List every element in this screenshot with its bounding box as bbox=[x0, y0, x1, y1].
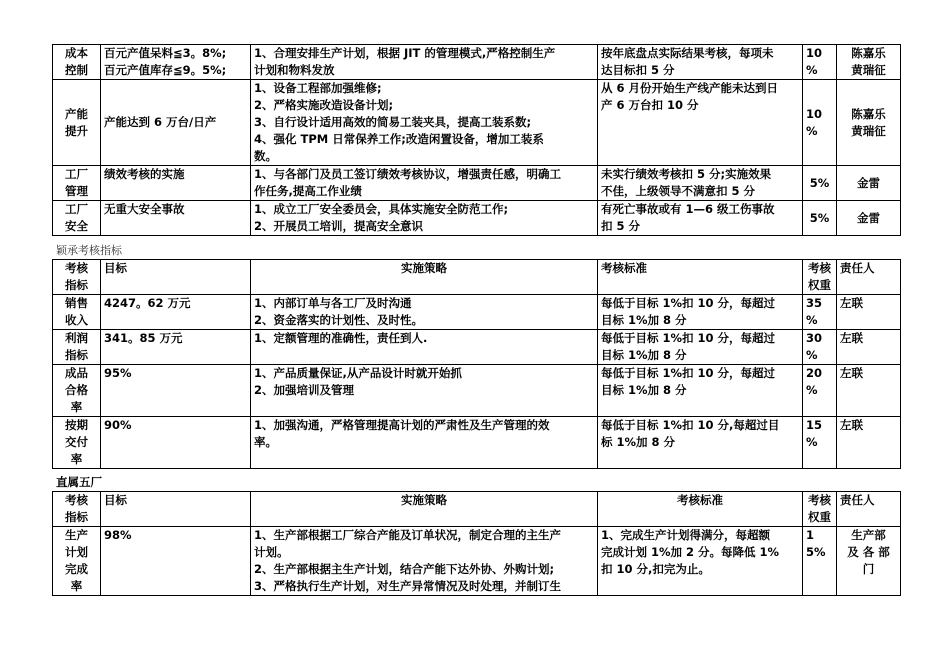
indicator-text: 完成 bbox=[65, 562, 88, 576]
owner-text: 金雷 bbox=[857, 210, 880, 225]
weight-text: % bbox=[806, 435, 818, 449]
owner-text: 黄瑞征 bbox=[851, 63, 886, 77]
row0-weight-cell bbox=[803, 295, 837, 330]
indicator-text: 提升 bbox=[65, 123, 88, 138]
owner-text: 及 各 部 bbox=[847, 545, 890, 559]
strategy-text: 率。 bbox=[254, 435, 277, 449]
owner-text: 左联 bbox=[840, 331, 863, 345]
owner-text: 陈嘉乐 bbox=[851, 46, 886, 60]
indicator-text: 率 bbox=[70, 579, 83, 593]
caption-yingcheng: 颖承考核指标 bbox=[56, 244, 122, 257]
header-weight-cell bbox=[803, 492, 837, 527]
standard-text: 目标 1%加 8 分 bbox=[601, 313, 687, 327]
table-row bbox=[53, 295, 901, 330]
row0-owner-cell bbox=[837, 527, 901, 596]
strategy-text: 数。 bbox=[254, 149, 277, 163]
table-row bbox=[53, 330, 901, 365]
indicator-text: 管理 bbox=[65, 184, 88, 198]
row1-target-cell bbox=[101, 330, 251, 365]
row2-target-cell bbox=[101, 365, 251, 417]
row1-target-cell bbox=[101, 80, 251, 166]
table2-body bbox=[53, 260, 901, 469]
strategy-text: 1、设备工程部加强维修; bbox=[254, 81, 382, 95]
standard-text: 从 6 月份开始生产线产能未达到日 bbox=[601, 81, 779, 95]
header-strategy-cell bbox=[251, 492, 598, 527]
row0-indicator-cell bbox=[53, 45, 101, 80]
strategy-text: 2、生产部根据主生产计划，结合产能下达外协、外购计划; bbox=[254, 562, 555, 576]
indicator-text: 工厂 bbox=[65, 202, 88, 216]
row1-strategy-cell bbox=[251, 80, 598, 166]
row3-standard-cell bbox=[598, 201, 803, 236]
header-row bbox=[53, 492, 901, 527]
target-text: 绩效考核的实施 bbox=[104, 167, 185, 181]
weight-text: % bbox=[806, 123, 818, 138]
row1-indicator-cell bbox=[53, 80, 101, 166]
row0-indicator-cell bbox=[53, 295, 101, 330]
header-indicator-cell bbox=[53, 492, 101, 527]
table-yingcheng bbox=[52, 259, 901, 469]
strategy-text: 1、成立工厂安全委员会，具体实施安全防范工作; bbox=[254, 202, 509, 216]
weight-text: 5% bbox=[809, 210, 830, 225]
row3-weight-cell bbox=[803, 201, 837, 236]
weight-text: 35 bbox=[806, 296, 823, 310]
row0-standard-cell bbox=[598, 45, 803, 80]
weight-text: 10 bbox=[806, 106, 823, 121]
row0-target-cell bbox=[101, 45, 251, 80]
row3-target-cell bbox=[101, 417, 251, 469]
header-target-cell bbox=[101, 260, 251, 295]
owner-text: 黄瑞征 bbox=[851, 123, 886, 138]
row3-owner-cell bbox=[837, 201, 901, 236]
owner-text: 陈嘉乐 bbox=[851, 106, 886, 121]
caption-factory-five: 直属五厂 bbox=[56, 475, 102, 489]
row2-owner-cell bbox=[837, 365, 901, 417]
indicator-text: 工厂 bbox=[65, 167, 88, 181]
weight-text: 30 bbox=[806, 331, 823, 345]
target-text: 目标 bbox=[104, 261, 127, 275]
weight-text: 1 bbox=[806, 528, 815, 542]
strategy-text: 1、加强沟通，严格管理提高计划的严肃性及生产管理的效 bbox=[254, 418, 550, 432]
standard-text: 不佳，上级领导不满意扣 5 分 bbox=[601, 184, 756, 198]
header-standard-cell bbox=[598, 492, 803, 527]
row0-strategy-cell bbox=[251, 295, 598, 330]
header-strategy-cell bbox=[251, 260, 598, 295]
table-row bbox=[53, 166, 901, 201]
standard-text: 标 1%加 8 分 bbox=[601, 435, 676, 449]
standard-text: 有死亡事故或有 1—6 级工伤事故 bbox=[601, 202, 775, 216]
row1-standard-cell bbox=[598, 330, 803, 365]
strategy-text: 2、加强培训及管理 bbox=[254, 383, 355, 397]
standard-text: 目标 1%加 8 分 bbox=[601, 383, 687, 397]
row1-strategy-cell bbox=[251, 330, 598, 365]
owner-text: 责任人 bbox=[840, 493, 875, 507]
table3-body bbox=[53, 492, 901, 596]
row0-weight-cell bbox=[803, 527, 837, 596]
strategy-text: 1、产品质量保证,从产品设计时就开始抓 bbox=[254, 366, 462, 380]
target-text: 产能达到 6 万台/日产 bbox=[104, 115, 217, 129]
indicator-text: 利润 bbox=[65, 331, 88, 345]
row2-standard-cell bbox=[598, 365, 803, 417]
indicator-text: 指标 bbox=[65, 510, 88, 524]
standard-text: 扣 5 分 bbox=[601, 219, 641, 233]
row2-strategy-cell bbox=[251, 166, 598, 201]
header-standard-cell bbox=[598, 260, 803, 295]
standard-text: 按年底盘点实际结果考核，每项未 bbox=[601, 46, 774, 60]
table-row bbox=[53, 45, 901, 80]
weight-text: 20 bbox=[806, 366, 823, 380]
strategy-text: 2、严格实施改造设备计划; bbox=[254, 98, 394, 112]
table-factory-five bbox=[52, 491, 901, 596]
standard-text: 达目标扣 5 分 bbox=[601, 63, 675, 77]
weight-text: % bbox=[806, 63, 818, 77]
row0-owner-cell bbox=[837, 295, 901, 330]
target-text: 目标 bbox=[104, 493, 127, 507]
indicator-text: 成品 bbox=[65, 366, 88, 380]
indicator-text: 率 bbox=[70, 452, 83, 466]
indicator-text: 销售 bbox=[65, 296, 88, 310]
table-row bbox=[53, 417, 901, 469]
weight-text: 考核 bbox=[808, 261, 831, 275]
indicator-text: 交付 bbox=[65, 435, 88, 449]
row1-standard-cell bbox=[598, 80, 803, 166]
weight-text: 10 bbox=[806, 46, 823, 60]
target-text: 百元产值库存≦9。5%; bbox=[104, 63, 227, 77]
weight-text: % bbox=[806, 348, 818, 362]
standard-text: 1、完成生产计划得满分，每超额 bbox=[601, 528, 770, 542]
row2-weight-cell bbox=[803, 365, 837, 417]
owner-text: 门 bbox=[862, 562, 875, 576]
weight-text: 15 bbox=[806, 418, 823, 432]
table-row bbox=[53, 80, 901, 166]
owner-text: 左联 bbox=[840, 418, 863, 432]
indicator-text: 安全 bbox=[65, 219, 88, 233]
standard-text: 未实行绩效考核扣 5 分;实施效果 bbox=[601, 167, 772, 181]
standard-text: 产 6 万台扣 10 分 bbox=[601, 98, 699, 112]
owner-text: 生产部 bbox=[851, 528, 886, 542]
row2-strategy-cell bbox=[251, 365, 598, 417]
strategy-text: 计划。 bbox=[254, 545, 289, 559]
row0-standard-cell bbox=[598, 295, 803, 330]
indicator-text: 率 bbox=[70, 400, 83, 414]
row3-standard-cell bbox=[598, 417, 803, 469]
row2-weight-cell bbox=[803, 166, 837, 201]
strategy-text: 实施策略 bbox=[401, 493, 447, 507]
header-owner-cell bbox=[837, 260, 901, 295]
indicator-text: 控制 bbox=[65, 63, 88, 77]
strategy-text: 实施策略 bbox=[401, 261, 447, 275]
strategy-text: 作任务,提高工作业绩 bbox=[254, 184, 362, 198]
standard-text: 每低于目标 1%扣 10 分，每超过 bbox=[601, 331, 776, 345]
row3-strategy-cell bbox=[251, 201, 598, 236]
owner-text: 责任人 bbox=[840, 261, 875, 275]
weight-text: 权重 bbox=[808, 510, 831, 524]
strategy-text: 计划和物料发放 bbox=[254, 63, 335, 77]
target-text: 无重大安全事故 bbox=[104, 202, 185, 216]
standard-text: 目标 1%加 8 分 bbox=[601, 348, 687, 362]
standard-text: 每低于目标 1%扣 10 分,每超过目 bbox=[601, 418, 780, 432]
weight-text: 5% bbox=[806, 545, 826, 559]
strategy-text: 1、合理安排生产计划，根据 JIT 的管理模式,严格控制生产 bbox=[254, 46, 556, 60]
table-indicators-top bbox=[52, 44, 901, 236]
indicator-text: 指标 bbox=[65, 278, 88, 292]
standard-text: 考核标准 bbox=[601, 261, 647, 275]
table-row bbox=[53, 201, 901, 236]
row1-weight-cell bbox=[803, 80, 837, 166]
target-text: 4247。62 万元 bbox=[104, 296, 191, 310]
row1-indicator-cell bbox=[53, 330, 101, 365]
row0-standard-cell bbox=[598, 527, 803, 596]
standard-text: 完成计划 1%加 2 分。每降低 1% bbox=[601, 545, 780, 559]
indicator-text: 指标 bbox=[65, 348, 88, 362]
strategy-text: 2、资金落实的计划性、及时性。 bbox=[254, 313, 423, 327]
strategy-text: 2、开展员工培训，提高安全意识 bbox=[254, 219, 423, 233]
row2-target-cell bbox=[101, 166, 251, 201]
strategy-text: 1、与各部门及员工签订绩效考核协议，增强责任感，明确工 bbox=[254, 167, 561, 181]
row0-indicator-cell bbox=[53, 527, 101, 596]
row3-strategy-cell bbox=[251, 417, 598, 469]
row3-indicator-cell bbox=[53, 201, 101, 236]
row1-weight-cell bbox=[803, 330, 837, 365]
row3-target-cell bbox=[101, 201, 251, 236]
indicator-text: 生产 bbox=[65, 528, 88, 542]
header-owner-cell bbox=[837, 492, 901, 527]
row3-owner-cell bbox=[837, 417, 901, 469]
weight-text: % bbox=[806, 383, 818, 397]
indicator-text: 收入 bbox=[65, 313, 88, 327]
row2-standard-cell bbox=[598, 166, 803, 201]
strategy-text: 1、定额管理的准确性，责任到人. bbox=[254, 331, 428, 345]
table1-body bbox=[53, 45, 901, 236]
strategy-text: 1、生产部根据工厂综合产能及订单状况，制定合理的主生产 bbox=[254, 528, 561, 542]
owner-text: 左联 bbox=[840, 296, 863, 310]
owner-text: 左联 bbox=[840, 366, 863, 380]
row0-weight-cell bbox=[803, 45, 837, 80]
row1-owner-cell bbox=[837, 80, 901, 166]
row3-indicator-cell bbox=[53, 417, 101, 469]
header-row bbox=[53, 260, 901, 295]
strategy-text: 3、自行设计适用高效的简易工装夹具，提高工装系数; bbox=[254, 115, 532, 129]
row0-target-cell bbox=[101, 295, 251, 330]
indicator-text: 计划 bbox=[65, 545, 88, 559]
header-weight-cell bbox=[803, 260, 837, 295]
row2-indicator-cell bbox=[53, 166, 101, 201]
weight-text: 权重 bbox=[808, 278, 831, 292]
table-row bbox=[53, 365, 901, 417]
target-text: 95% bbox=[104, 366, 132, 380]
standard-text: 每低于目标 1%扣 10 分，每超过 bbox=[601, 366, 776, 380]
strategy-text: 4、强化 TPM 日常保养工作;改造闲置设备，增加工装系 bbox=[254, 132, 544, 146]
target-text: 百元产值呆料≦3。8%; bbox=[104, 46, 227, 60]
owner-text: 金雷 bbox=[857, 175, 880, 190]
indicator-text: 考核 bbox=[65, 493, 88, 507]
row3-weight-cell bbox=[803, 417, 837, 469]
target-text: 341。85 万元 bbox=[104, 331, 183, 345]
indicator-text: 按期 bbox=[65, 418, 88, 432]
row0-owner-cell bbox=[837, 45, 901, 80]
header-indicator-cell bbox=[53, 260, 101, 295]
row0-strategy-cell bbox=[251, 527, 598, 596]
target-text: 90% bbox=[104, 418, 132, 432]
standard-text: 扣 10 分,扣完为止。 bbox=[601, 562, 710, 576]
row2-owner-cell bbox=[837, 166, 901, 201]
target-text: 98% bbox=[104, 528, 132, 542]
indicator-text: 合格 bbox=[65, 383, 88, 397]
strategy-text: 1、内部订单与各工厂及时沟通 bbox=[254, 296, 412, 310]
weight-text: 考核 bbox=[808, 493, 831, 507]
weight-text: % bbox=[806, 313, 818, 327]
strategy-text: 3、严格执行生产计划，对生产异常情况及时处理，并制订生 bbox=[254, 579, 561, 593]
table-row bbox=[53, 527, 901, 596]
row1-owner-cell bbox=[837, 330, 901, 365]
standard-text: 每低于目标 1%扣 10 分，每超过 bbox=[601, 296, 776, 310]
header-target-cell bbox=[101, 492, 251, 527]
indicator-text: 考核 bbox=[65, 261, 88, 275]
row0-strategy-cell bbox=[251, 45, 598, 80]
weight-text: 5% bbox=[809, 175, 830, 190]
row0-target-cell bbox=[101, 527, 251, 596]
indicator-text: 成本 bbox=[65, 46, 88, 60]
standard-text: 考核标准 bbox=[677, 493, 723, 507]
row2-indicator-cell bbox=[53, 365, 101, 417]
indicator-text: 产能 bbox=[65, 106, 88, 121]
